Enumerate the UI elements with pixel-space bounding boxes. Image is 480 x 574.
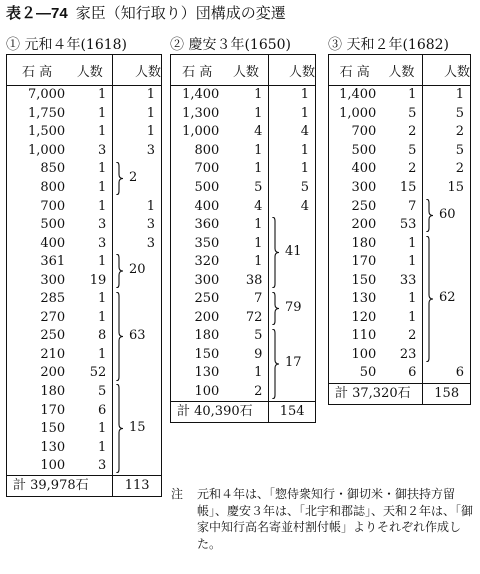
cell-kokudaka: 400 xyxy=(351,161,377,177)
table-row xyxy=(7,401,162,420)
table-row xyxy=(7,197,162,216)
cell-kokudaka: 800 xyxy=(40,180,66,195)
cell-count-group: 1 xyxy=(113,86,162,105)
cell-count-group: 4 xyxy=(269,123,316,142)
cell-kokudaka: 120 xyxy=(351,309,377,325)
table-title: 家臣（知行取り）団構成の変遷 xyxy=(75,4,286,22)
table-row xyxy=(7,179,162,198)
cell-count: 2 xyxy=(408,161,417,177)
cell-kokudaka: 100 xyxy=(40,458,66,474)
table-row xyxy=(7,142,162,161)
cell-count: 1 xyxy=(408,291,417,307)
table-row xyxy=(171,160,316,179)
table-row xyxy=(171,271,316,290)
cell-kokudaka: 250 xyxy=(194,291,220,307)
cell-count: 1 xyxy=(98,161,107,177)
cell-count: 1 xyxy=(254,105,263,121)
cell-count: 3 xyxy=(98,235,107,251)
cell-count-group: 15 xyxy=(423,179,471,198)
table-row xyxy=(171,197,316,216)
cell-count: 6 xyxy=(408,365,417,381)
cell-kokudaka: 400 xyxy=(194,198,220,214)
table-row xyxy=(7,160,162,179)
group-brace xyxy=(271,217,280,288)
table-number: 表２—74 xyxy=(6,5,68,22)
cell-count: 52 xyxy=(89,365,107,381)
cell-count: 1 xyxy=(408,87,417,103)
cell-count: 23 xyxy=(399,346,417,362)
total-value: 158 xyxy=(423,383,471,404)
cell-count: 1 xyxy=(254,142,263,158)
table-row xyxy=(7,364,162,383)
header-kokudaka: 石 高 xyxy=(171,55,224,86)
cell-kokudaka: 180 xyxy=(351,235,377,251)
cell-kokudaka: 360 xyxy=(194,217,220,233)
total-label: 計 39,978石 xyxy=(7,476,113,497)
cell-count: 5 xyxy=(254,180,263,195)
cell-count: 6 xyxy=(98,402,107,418)
table-1-subtitle: ① 元和４年(1618) xyxy=(6,37,128,53)
cell-count: 1 xyxy=(254,254,263,270)
table-row xyxy=(329,253,471,272)
cell-count: 72 xyxy=(245,309,263,325)
header-count: 人数 xyxy=(223,55,269,86)
cell-kokudaka: 500 xyxy=(194,180,220,195)
cell-count: 1 xyxy=(254,217,263,233)
cell-count-group: 5 xyxy=(423,105,471,124)
cell-count-group: 1 xyxy=(113,105,162,124)
total-label: 計 37,320石 xyxy=(329,383,423,404)
cell-kokudaka: 1,000 xyxy=(182,124,220,140)
table-row xyxy=(329,105,471,124)
cell-count: 4 xyxy=(254,124,263,140)
cell-count: 5 xyxy=(98,384,107,400)
table-row xyxy=(329,179,471,198)
header-count-group: 人数 xyxy=(269,55,316,86)
cell-count: 38 xyxy=(245,272,263,288)
total-row xyxy=(171,402,316,423)
table-row xyxy=(171,327,316,346)
cell-kokudaka: 210 xyxy=(40,346,66,362)
cell-count: 33 xyxy=(399,272,417,288)
total-value: 113 xyxy=(113,476,162,497)
cell-kokudaka: 700 xyxy=(40,198,66,214)
cell-kokudaka: 150 xyxy=(194,346,220,362)
group-total: 20 xyxy=(129,262,146,277)
table-row xyxy=(7,309,162,328)
cell-count: 5 xyxy=(408,142,417,158)
cell-count-group: 2 xyxy=(423,123,471,142)
cell-count-group: 5 xyxy=(269,179,316,198)
table-row xyxy=(329,142,471,161)
cell-kokudaka: 100 xyxy=(194,384,220,400)
cell-count: 1 xyxy=(98,421,107,437)
cell-kokudaka: 110 xyxy=(351,328,377,344)
cell-count: 8 xyxy=(98,328,107,344)
cell-kokudaka: 100 xyxy=(351,346,377,362)
footnote-text: 元和４年は、「惣侍衆知行・御切米・御扶持方留帳」、慶安３年は、「北宇和郡誌」、天和２年は、「御家中知行高名寄並村割付帳」よりそれぞれ作成した。 xyxy=(197,487,474,551)
cell-count-group: 5 xyxy=(423,142,471,161)
cell-count: 1 xyxy=(254,87,263,103)
table-row xyxy=(7,438,162,457)
cell-count: 3 xyxy=(98,458,107,474)
cell-kokudaka: 800 xyxy=(194,142,220,158)
group-brace xyxy=(271,329,280,399)
cell-count: 1 xyxy=(98,87,107,103)
cell-count: 5 xyxy=(408,105,417,121)
cell-count-group: 1 xyxy=(113,123,162,142)
cell-kokudaka: 1,400 xyxy=(339,87,377,103)
table-caption xyxy=(6,2,286,23)
table-row xyxy=(171,179,316,198)
cell-kokudaka: 1,400 xyxy=(182,87,220,103)
cell-kokudaka: 150 xyxy=(40,421,66,437)
total-row xyxy=(329,383,471,404)
cell-kokudaka: 200 xyxy=(40,365,66,381)
group-brace xyxy=(271,292,280,325)
cell-count: 1 xyxy=(98,439,107,455)
cell-kokudaka: 1,000 xyxy=(27,142,66,158)
header-count-group: 人数 xyxy=(113,55,162,86)
header-count: 人数 xyxy=(380,55,423,86)
footnote-label: 注 xyxy=(171,487,184,501)
cell-kokudaka: 170 xyxy=(351,254,377,270)
cell-kokudaka: 270 xyxy=(40,309,66,325)
total-value: 154 xyxy=(269,402,316,423)
cell-kokudaka: 300 xyxy=(351,180,377,195)
cell-kokudaka: 180 xyxy=(194,328,220,344)
cell-count: 2 xyxy=(408,124,417,140)
cell-count: 4 xyxy=(254,198,263,214)
cell-kokudaka: 200 xyxy=(194,309,220,325)
cell-count-group: 3 xyxy=(113,216,162,235)
header-kokudaka: 石 高 xyxy=(329,55,381,86)
table-row xyxy=(7,383,162,402)
cell-count-group: 2 xyxy=(423,160,471,179)
group-total: 15 xyxy=(129,419,146,435)
cell-kokudaka: 180 xyxy=(40,384,66,400)
table-row xyxy=(329,364,471,383)
table-row xyxy=(7,457,162,476)
table-3 xyxy=(328,54,471,405)
cell-kokudaka: 850 xyxy=(40,161,66,177)
table-row xyxy=(329,327,471,346)
cell-kokudaka: 130 xyxy=(40,439,66,455)
cell-kokudaka: 130 xyxy=(351,291,377,307)
cell-kokudaka: 1,000 xyxy=(339,105,377,121)
cell-count: 2 xyxy=(254,384,263,400)
cell-count: 1 xyxy=(98,309,107,325)
cell-count-group: 1 xyxy=(269,86,316,105)
cell-count: 19 xyxy=(89,272,107,288)
cell-count: 2 xyxy=(408,328,417,344)
cell-count: 53 xyxy=(399,217,417,233)
group-total: 17 xyxy=(285,355,302,370)
cell-count: 1 xyxy=(408,309,417,325)
group-total: 2 xyxy=(129,169,138,185)
cell-kokudaka: 1,500 xyxy=(27,124,66,140)
group-brace xyxy=(115,254,124,288)
cell-kokudaka: 150 xyxy=(351,272,377,288)
cell-count: 1 xyxy=(254,365,263,381)
cell-kokudaka: 130 xyxy=(194,365,220,381)
table-row xyxy=(329,234,471,253)
cell-count: 7 xyxy=(254,291,263,307)
cell-count: 5 xyxy=(254,328,263,344)
group-brace xyxy=(425,199,434,232)
cell-count: 1 xyxy=(98,124,107,140)
cell-count: 1 xyxy=(98,180,107,195)
cell-kokudaka: 200 xyxy=(351,217,377,233)
table-row xyxy=(171,383,316,402)
cell-count: 1 xyxy=(408,254,417,270)
table-row xyxy=(7,290,162,309)
table-row xyxy=(7,346,162,365)
table-row xyxy=(329,160,471,179)
cell-kokudaka: 300 xyxy=(194,272,220,288)
group-brace xyxy=(115,292,124,381)
cell-kokudaka: 1,750 xyxy=(27,105,66,121)
group-total: 79 xyxy=(285,299,302,315)
cell-count-group: 6 xyxy=(423,364,471,383)
cell-kokudaka: 320 xyxy=(194,254,220,270)
cell-kokudaka: 50 xyxy=(359,365,377,381)
table-row xyxy=(329,271,471,290)
group-brace xyxy=(115,162,124,195)
cell-kokudaka: 361 xyxy=(40,254,66,270)
cell-count-group: 1 xyxy=(113,197,162,216)
cell-count: 1 xyxy=(98,254,107,270)
cell-count: 1 xyxy=(98,346,107,362)
group-total: 41 xyxy=(285,243,302,259)
cell-kokudaka: 500 xyxy=(351,142,377,158)
cell-count-group: 1 xyxy=(423,86,471,105)
cell-count: 7 xyxy=(408,198,417,214)
cell-count: 1 xyxy=(408,235,417,251)
cell-count-group: 3 xyxy=(113,142,162,161)
group-brace xyxy=(425,236,434,362)
cell-kokudaka: 500 xyxy=(40,217,66,233)
cell-kokudaka: 250 xyxy=(40,328,66,344)
table-row xyxy=(171,123,316,142)
cell-count-group: 4 xyxy=(269,197,316,216)
table-3-subtitle: ③ 天和２年(1682) xyxy=(328,37,450,53)
table-row xyxy=(329,346,471,365)
cell-count: 1 xyxy=(254,235,263,251)
table-row xyxy=(171,216,316,235)
group-total: 63 xyxy=(129,327,146,343)
cell-count: 1 xyxy=(98,198,107,214)
group-total: 62 xyxy=(439,290,456,305)
cell-count-group: 1 xyxy=(269,142,316,161)
cell-kokudaka: 250 xyxy=(351,198,377,214)
cell-count: 1 xyxy=(98,291,107,307)
table-row xyxy=(329,309,471,328)
table-row xyxy=(7,86,162,105)
cell-count: 1 xyxy=(98,105,107,121)
total-label: 計 40,390石 xyxy=(171,402,269,423)
table-2-subtitle: ② 慶安３年(1650) xyxy=(170,37,292,53)
group-total: 60 xyxy=(439,206,456,222)
table-row xyxy=(7,234,162,253)
cell-count-group: 1 xyxy=(269,160,316,179)
table-row xyxy=(329,123,471,142)
cell-count-group: 1 xyxy=(269,105,316,124)
table-row xyxy=(7,123,162,142)
group-brace xyxy=(115,384,124,473)
cell-kokudaka: 170 xyxy=(40,402,66,418)
cell-kokudaka: 350 xyxy=(194,235,220,251)
cell-kokudaka: 300 xyxy=(40,272,66,288)
cell-kokudaka: 285 xyxy=(40,291,66,307)
table-row xyxy=(171,105,316,124)
table-row xyxy=(7,216,162,235)
cell-kokudaka: 700 xyxy=(194,161,220,177)
table-row xyxy=(171,86,316,105)
table-row xyxy=(329,86,471,105)
cell-count: 3 xyxy=(98,142,107,158)
table-row xyxy=(7,105,162,124)
cell-count: 3 xyxy=(98,217,107,233)
cell-kokudaka: 7,000 xyxy=(27,87,66,103)
table-row xyxy=(171,142,316,161)
cell-count: 9 xyxy=(254,346,263,362)
cell-kokudaka: 1,300 xyxy=(182,105,220,121)
header-count-group: 人数 xyxy=(423,55,471,86)
cell-kokudaka: 700 xyxy=(351,124,377,140)
cell-count: 15 xyxy=(399,180,417,195)
header-count: 人数 xyxy=(67,55,113,86)
cell-count: 1 xyxy=(254,161,263,177)
header-kokudaka: 石 高 xyxy=(7,55,68,86)
cell-kokudaka: 400 xyxy=(40,235,66,251)
cell-count-group: 3 xyxy=(113,234,162,253)
total-row xyxy=(7,476,162,497)
